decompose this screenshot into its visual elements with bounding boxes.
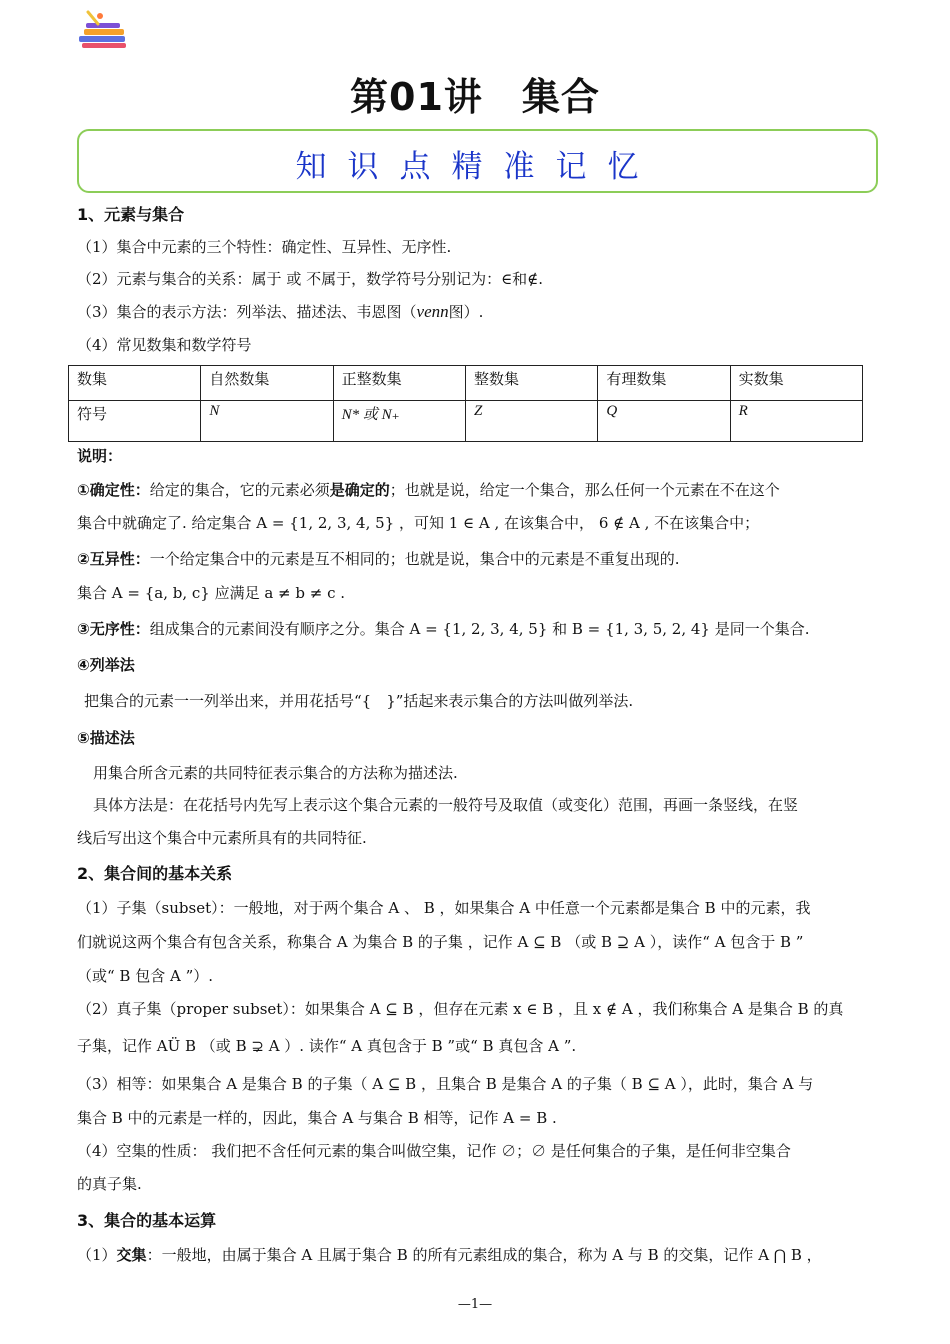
- s3-p1-label: 交集: [116, 1246, 147, 1264]
- note-4-title: ④列举法: [77, 656, 135, 674]
- note-1-line-2: 集合中就确定了. 给定集合 A = {1, 2, 3, 4, 5} ，可知 1 ∈ A , 在该集合中， 6 ∉ A , 不在该集合中；: [77, 514, 760, 532]
- table-cell: R: [730, 401, 862, 442]
- page-number: —1—: [457, 1297, 493, 1312]
- s1-paragraph-3: [77, 301, 483, 322]
- table-header-cell: 有理数集: [598, 366, 730, 401]
- table-cell: Q: [598, 401, 730, 442]
- table-cell: Z: [465, 401, 597, 442]
- number-sets-table: [68, 365, 863, 442]
- note-1-line-1: [77, 479, 780, 500]
- s3-p1-text: ：一般地，由属于集合 A 且属于集合 B 的所有元素组成的集合，称为 A 与 B 的交集，记作 A ⋂ B ，: [146, 1246, 822, 1264]
- note-1-text-b: ；也就是说，给定一个集合，那么任何一个元素在不在这个: [389, 481, 780, 499]
- s2-p1-line-1: （1）子集（subset）：一般地，对于两个集合 A 、 B ，如果集合 A 中任意一个元素都是集合 B 中的元素，我: [77, 899, 811, 917]
- section-1-heading: 1、元素与集合: [77, 205, 185, 224]
- s2-p1-line-3: （或“ B 包含 A ”）.: [77, 967, 214, 985]
- s1-paragraph-1: （1）集合中元素的三个特性：确定性、互异性、无序性.: [77, 238, 452, 256]
- table-row-label: 符号: [69, 401, 201, 442]
- note-3-text: 组成集合的元素间没有顺序之分。集合 A = {1, 2, 3, 4, 5} 和 B = {1, 3, 5, 2, 4} 是同一个集合.: [149, 620, 810, 638]
- s1-paragraph-2: （2）元素与集合的关系：属于 或 不属于，数学符号分别记为：∈和∉.: [77, 270, 544, 288]
- banner-text: 知识点精准记忆: [295, 149, 660, 185]
- s1-p3-text-b: 图）.: [448, 303, 484, 321]
- table-cell: N: [201, 401, 333, 442]
- table-header-cell: 自然数集: [201, 366, 333, 401]
- s1-p3-text-a: （3）集合的表示方法：列举法、描述法、韦恩图（: [77, 303, 417, 321]
- section-2-heading: 2、集合间的基本关系: [77, 864, 233, 883]
- table-header-cell: 数集: [69, 366, 201, 401]
- s3-p1-line-1: [77, 1244, 822, 1265]
- note-1-title: ①确定性：: [77, 481, 150, 499]
- note-2-title: ②互异性：: [77, 550, 150, 568]
- s1-paragraph-4: （4）常见数集和数学符号: [77, 336, 252, 354]
- section-banner: [77, 129, 878, 193]
- note-5-title: ⑤描述法: [77, 729, 135, 747]
- note-2-line-2: 集合 A = {a, b, c} 应满足 a ≠ b ≠ c .: [77, 584, 346, 602]
- note-3-line: [77, 618, 810, 639]
- section-3-heading: 3、集合的基本运算: [77, 1211, 217, 1230]
- s2-p3-line-1: （3）相等：如果集合 A 是集合 B 的子集（ A ⊆ B ，且集合 B 是集合 A 的子集（ B ⊆ A ），此时，集合 A 与: [77, 1075, 814, 1093]
- s3-p1-prefix: （1）: [77, 1246, 117, 1264]
- note-2-line-1: [77, 548, 679, 569]
- page-title: 第01讲 集合: [350, 75, 600, 119]
- table-row: [69, 401, 863, 442]
- s1-p3-venn: venn: [416, 302, 449, 321]
- s2-p2-line-2: 子集，记作 AÜ B （或 B ⊋ A ）. 读作“ A 真包含于 B ”或“ B 真包含 A ”.: [77, 1037, 577, 1055]
- note-5-text-1: 用集合所含元素的共同特征表示集合的方法称为描述法.: [93, 764, 458, 782]
- s2-p1-line-2: 们就说这两个集合有包含关系，称集合 A 为集合 B 的子集 ，记作 A ⊆ B （或 B ⊇ A ），读作“ A 包含于 B ”: [77, 933, 804, 951]
- table-header-row: [69, 366, 863, 401]
- books-logo-icon: [76, 10, 130, 50]
- s2-p3-line-2: 集合 B 中的元素是一样的，因此，集合 A 与集合 B 相等，记作 A = B .: [77, 1109, 557, 1127]
- table-cell: N* 或 N₊: [333, 401, 465, 442]
- note-3-title: ③无序性：: [77, 620, 150, 638]
- note-2-text: 一个给定集合中的元素是互不相同的；也就是说，集合中的元素是不重复出现的.: [149, 550, 680, 568]
- note-1-bold: 是确定的: [329, 481, 390, 499]
- notes-label: 说明：: [77, 447, 123, 465]
- table-header-cell: 整数集: [465, 366, 597, 401]
- note-1-text-a: 给定的集合，它的元素必须: [149, 481, 330, 499]
- note-4-text: 把集合的元素一一列举出来，并用花括号“{ }”括起来表示集合的方法叫做列举法.: [84, 692, 634, 710]
- table-header-cell: 正整数集: [333, 366, 465, 401]
- s2-p4-line-1: （4）空集的性质： 我们把不含任何元素的集合叫做空集，记作 ∅；∅ 是任何集合的子集，是任何非空集合: [77, 1142, 791, 1160]
- s2-p4-line-2: 的真子集.: [77, 1175, 142, 1193]
- note-5-text-3: 线后写出这个集合中元素所具有的共同特征.: [77, 829, 367, 847]
- table-header-cell: 实数集: [730, 366, 862, 401]
- note-5-text-2: 具体方法是：在花括号内先写上表示这个集合元素的一般符号及取值（或变化）范围，再画一条竖线，在竖: [93, 796, 799, 814]
- s2-p2-line-1: （2）真子集（proper subset）：如果集合 A ⊆ B ，但存在元素 x ∈ B ，且 x ∉ A ，我们称集合 A 是集合 B 的真: [77, 1000, 844, 1018]
